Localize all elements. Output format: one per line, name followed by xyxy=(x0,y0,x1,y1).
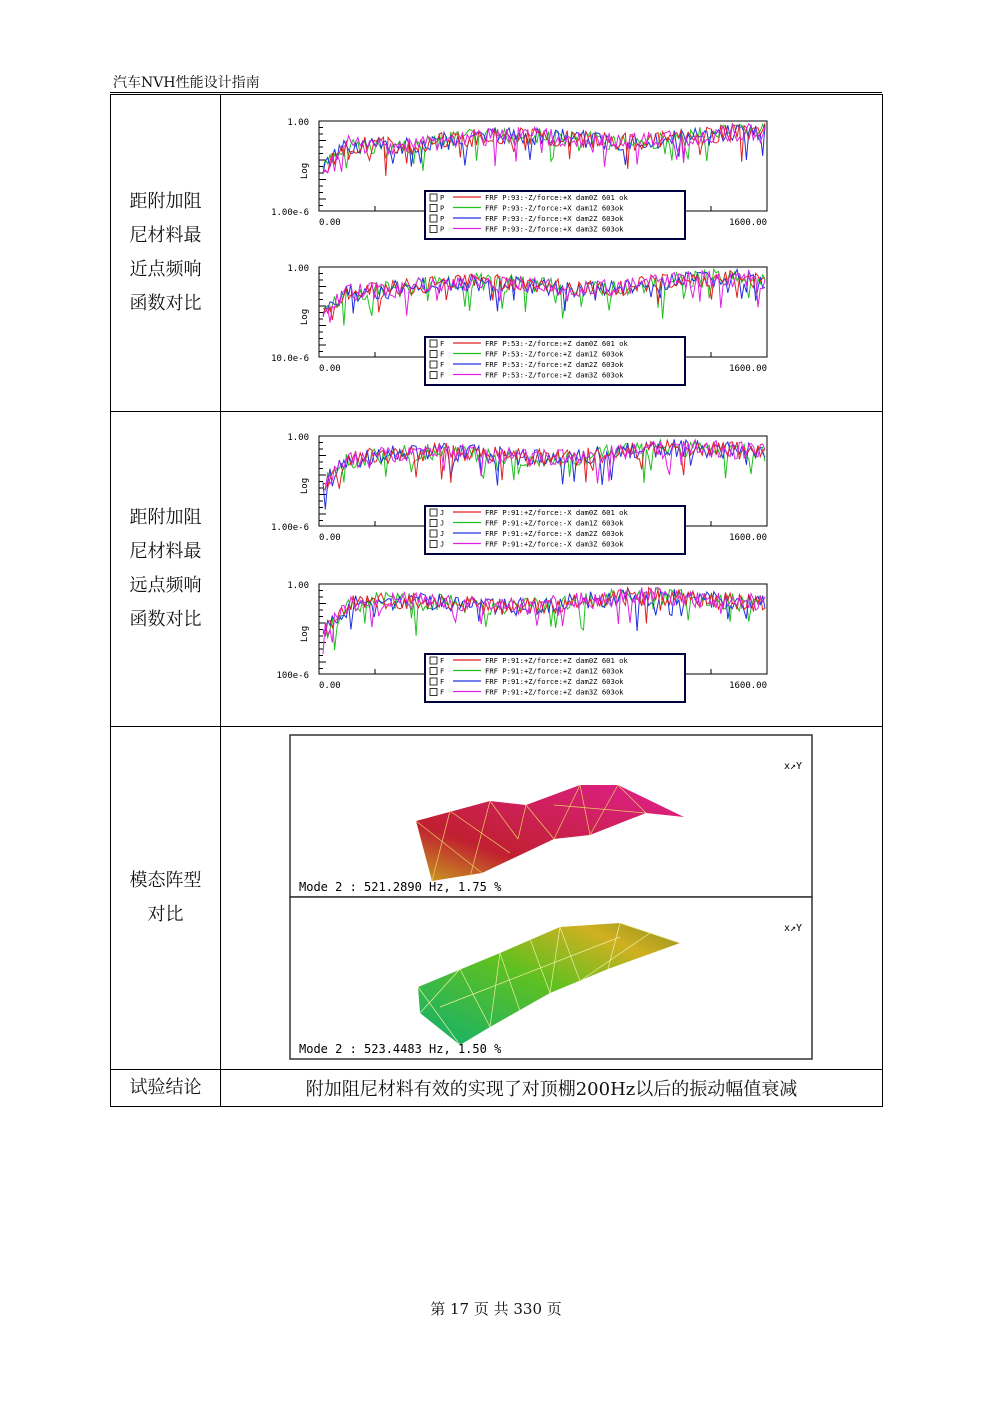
legend-checkbox xyxy=(430,215,437,222)
y-top-label: 1.00 xyxy=(287,433,309,443)
legend-flag: P xyxy=(440,215,445,223)
legend-flag: J xyxy=(440,509,445,517)
header-rule xyxy=(110,92,882,93)
y-bottom-label: 100e-6 xyxy=(276,671,309,681)
comparison-table xyxy=(110,94,883,1107)
legend-checkbox xyxy=(430,205,437,212)
legend-entry: FRF P:53:-Z/force:+Z dam1Z 603ok xyxy=(485,349,624,359)
legend-entry: FRF P:91:+Z/force:-X dam3Z 603ok xyxy=(485,539,624,549)
legend-checkbox xyxy=(430,226,437,233)
legend-entry: FRF P:93:-Z/force:+X dam2Z 603ok xyxy=(485,214,624,223)
legend-flag: F xyxy=(440,678,445,686)
legend-flag: J xyxy=(440,530,445,538)
legend-flag: F xyxy=(440,371,445,380)
axis-triad-icon: x↗Y xyxy=(784,923,803,934)
x-left-label: 0.00 xyxy=(319,533,341,543)
legend-entry: FRF P:53:-Z/force:+Z dam0Z 601 ok xyxy=(485,339,628,348)
legend-flag: F xyxy=(440,688,445,697)
y-axis-label: Log xyxy=(300,162,310,180)
y-axis-label: Log xyxy=(300,308,310,326)
nearest-frf-cell xyxy=(221,95,883,412)
legend-flag: F xyxy=(440,350,445,359)
row-label-conclusion: 试验结论 xyxy=(111,1070,221,1107)
farthest-frf-charts xyxy=(221,412,881,722)
legend-checkbox xyxy=(430,509,437,516)
mode-panel-1 xyxy=(290,735,812,897)
page-footer: 第 17 页 共 330 页 xyxy=(430,1300,562,1318)
x-right-label: 1600.00 xyxy=(729,218,767,228)
legend-checkbox xyxy=(430,657,437,664)
x-right-label: 1600.00 xyxy=(729,364,767,374)
legend-flag: P xyxy=(440,225,445,234)
x-left-label: 0.00 xyxy=(319,364,341,374)
legend-checkbox xyxy=(430,668,437,675)
legend-flag: J xyxy=(440,540,445,549)
legend-flag: J xyxy=(440,519,445,528)
axis-triad-icon: x↗Y xyxy=(784,761,803,772)
legend-entry: FRF P:53:-Z/force:+Z dam3Z 603ok xyxy=(485,370,624,380)
y-bottom-label: 10.0e-6 xyxy=(271,354,309,364)
legend-entry: FRF P:93:-Z/force:+X dam3Z 603ok xyxy=(485,224,624,234)
legend-entry: FRF P:91:+Z/force:+Z dam2Z 603ok xyxy=(485,677,624,686)
legend-entry: FRF P:53:-Z/force:+Z dam2Z 603ok xyxy=(485,360,624,369)
legend-checkbox xyxy=(430,530,437,537)
legend-flag: F xyxy=(440,340,445,348)
mode-shape-cell xyxy=(221,727,883,1070)
legend-entry: FRF P:91:+Z/force:+Z dam3Z 603ok xyxy=(485,687,624,697)
row-label-nearest: 距附加阻尼材料最近点频响函数对比 xyxy=(111,95,221,412)
mode-caption-1: Mode 2 : 521.2890 Hz, 1.75 % xyxy=(299,880,502,894)
y-bottom-label: 1.00e-6 xyxy=(271,208,309,218)
mode-panel-2 xyxy=(290,897,812,1059)
legend-flag: P xyxy=(440,204,445,213)
page-header: 汽车NVH性能设计指南 xyxy=(113,75,260,91)
x-right-label: 1600.00 xyxy=(729,681,767,691)
legend-checkbox xyxy=(430,541,437,548)
legend-checkbox xyxy=(430,194,437,201)
legend-entry: FRF P:93:-Z/force:+X dam0Z 601 ok xyxy=(485,193,628,202)
legend-checkbox xyxy=(430,351,437,358)
y-top-label: 1.00 xyxy=(287,118,309,128)
row-label-mode: 模态阵型对比 xyxy=(111,727,221,1070)
legend-checkbox xyxy=(430,340,437,347)
legend-checkbox xyxy=(430,689,437,696)
legend-flag: F xyxy=(440,657,445,665)
frf-chart-3 xyxy=(271,433,767,554)
legend-entry: FRF P:91:+Z/force:-X dam2Z 603ok xyxy=(485,529,624,538)
y-axis-label: Log xyxy=(300,477,310,495)
legend-checkbox xyxy=(430,520,437,527)
frf-chart-2 xyxy=(271,264,767,385)
x-left-label: 0.00 xyxy=(319,218,341,228)
legend-flag: F xyxy=(440,667,445,676)
legend-flag: F xyxy=(440,361,445,369)
legend-entry: FRF P:91:+Z/force:-X dam1Z 603ok xyxy=(485,518,624,528)
legend-checkbox xyxy=(430,361,437,368)
frf-chart-1 xyxy=(271,118,767,239)
y-top-label: 1.00 xyxy=(287,264,309,274)
conclusion-text: 附加阻尼材料有效的实现了对顶棚200Hz以后的振动幅值衰减 xyxy=(221,1070,883,1107)
legend-checkbox xyxy=(430,372,437,379)
legend-flag: P xyxy=(440,194,445,202)
x-right-label: 1600.00 xyxy=(729,533,767,543)
farthest-frf-cell xyxy=(221,412,883,727)
legend-entry: FRF P:91:+Z/force:-X dam0Z 601 ok xyxy=(485,508,628,517)
legend-entry: FRF P:93:-Z/force:+X dam1Z 603ok xyxy=(485,203,624,213)
y-top-label: 1.00 xyxy=(287,581,309,591)
legend-entry: FRF P:91:+Z/force:+Z dam0Z 601 ok xyxy=(485,656,628,665)
mode-caption-2: Mode 2 : 523.4483 Hz, 1.50 % xyxy=(299,1042,502,1056)
y-axis-label: Log xyxy=(300,625,310,643)
nearest-frf-charts xyxy=(221,95,881,407)
frf-chart-4 xyxy=(276,581,767,702)
row-label-farthest: 距附加阻尼材料最远点频响函数对比 xyxy=(111,412,221,727)
y-bottom-label: 1.00e-6 xyxy=(271,523,309,533)
mode-shape-panels xyxy=(221,727,881,1065)
x-left-label: 0.00 xyxy=(319,681,341,691)
legend-checkbox xyxy=(430,678,437,685)
legend-entry: FRF P:91:+Z/force:+Z dam1Z 603ok xyxy=(485,666,624,676)
